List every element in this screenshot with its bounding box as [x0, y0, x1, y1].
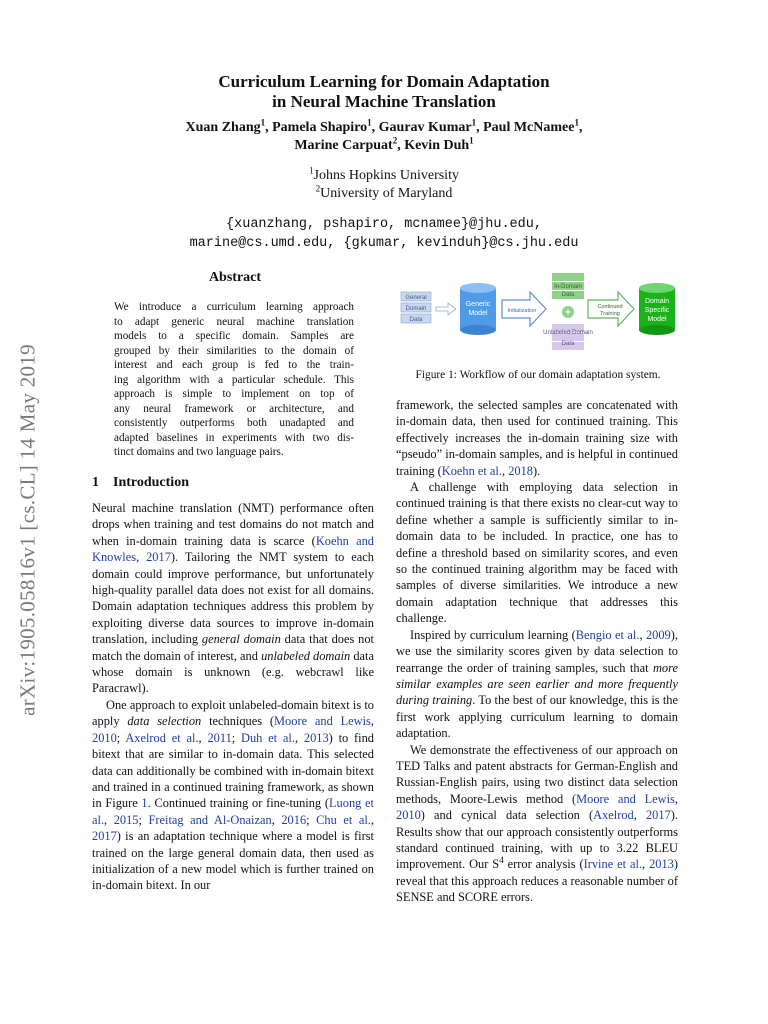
citation-link[interactable]: Axelrod — [593, 808, 634, 823]
svg-text:Initialization: Initialization — [507, 308, 537, 314]
citation-link[interactable]: Chu et al. — [316, 812, 371, 827]
citation-link[interactable]: 1 — [141, 796, 148, 811]
citation-link[interactable]: Koehn and Knowles — [92, 533, 374, 565]
left-column-body — [92, 500, 374, 894]
citation-link[interactable]: Axelrod et al. — [125, 730, 199, 745]
svg-text:Domain: Domain — [405, 306, 427, 312]
body-paragraph: Inspired by curriculum learning (Bengio et al., 2009), we use the similarity scores given by data selection to rearrange the order of training samples, such that more similar examples are seen earlier and more frequently during training. To the best of our knowledge, this is the first work applying curriculum learning to domain adaptation. — [396, 627, 678, 741]
domain-specific-model-cylinder — [639, 283, 675, 335]
continued-training-arrow — [588, 292, 634, 326]
arxiv-id: arXiv:1905.05816v1 [cs.CL] 14 May 2019 — [15, 344, 40, 716]
abstract-line: ing algorithm with a particular schedule. This — [114, 373, 354, 386]
abstract-line: tinct domains and two language pairs. — [114, 446, 284, 458]
body-paragraph: framework, the selected samples are concatenated with in-domain data, then used for continued training. This effectively increases the in-domain training size with “pseudo” in-domain samples, and is helpful in continued training (Koehn et al., 2018). — [396, 398, 678, 478]
citation-link[interactable]: 2015 — [113, 812, 139, 827]
svg-text:Generic: Generic — [465, 301, 491, 308]
abstract-line: to adapt generic neural machine translation — [114, 315, 354, 328]
figure-caption: Figure 1: Workflow of our domain adaptation system. — [415, 369, 661, 381]
svg-text:Data: Data — [409, 317, 423, 323]
svg-text:Training: Training — [600, 311, 620, 317]
body-paragraph: One approach to exploit unlabeled-domain bitext is to apply data selection techniques (Moore and Lewis, 2010; Axelrod et al., 2011; Duh et al., 2013) to find bitext that are similar to in-domain data. This selected data can additionally be combined with in-domain bitext and trained in a continued training framework, as shown in Figure 1. Continued training or fine-tuning (Luong et al., 2015; Freitag and Al-Onaizan, 2016; Chu et al., 2017) is an adaptation technique where a model is first trained on the large general domain data, then used as initialization of a new model which is further trained on in-domain bitext. In our — [92, 697, 374, 893]
arrow-icon — [436, 303, 456, 315]
svg-text:In-Domain: In-Domain — [554, 284, 582, 290]
citation-link[interactable]: 2018 — [508, 463, 533, 478]
abstract-line: grouped by their similarities to the domain of — [114, 344, 354, 357]
citation-link[interactable]: 2013 — [649, 857, 674, 872]
abstract-line: any neural framework or architecture, and — [114, 402, 354, 415]
citation-link[interactable]: Bengio et al. — [575, 627, 640, 642]
svg-text:+: + — [565, 307, 571, 319]
citation-link[interactable]: Freitag and Al-Onaizan — [148, 812, 272, 827]
citation-link[interactable]: Koehn et al. — [441, 463, 502, 478]
citation-link[interactable]: 2017 — [645, 808, 671, 823]
citation-link[interactable]: 2009 — [645, 627, 671, 642]
svg-text:Data: Data — [561, 341, 575, 347]
right-column-body — [396, 397, 678, 906]
citation-link[interactable]: Moore and Lewis — [576, 791, 675, 806]
citation-link[interactable]: 2016 — [281, 812, 307, 827]
abstract-line: consistently outperforms both unadapted and — [114, 417, 354, 429]
authors-line-2: Marine Carpuat$^2$, Kevin Duh$^1$ — [294, 135, 474, 153]
citation-link[interactable]: Irvine et al. — [583, 857, 643, 872]
citation-link[interactable]: Luong et al. — [92, 796, 374, 827]
abstract-heading: Abstract — [208, 270, 262, 285]
svg-text:General: General — [405, 295, 427, 301]
svg-text:Domain: Domain — [644, 298, 670, 305]
email-line-1: {xuanzhang, pshapiro, mcnamee}@jhu.edu, — [226, 217, 542, 232]
general-domain-data-box — [401, 292, 431, 323]
svg-text:Data: Data — [561, 292, 575, 298]
in-domain-data-box — [552, 273, 584, 299]
svg-text:Unlabeled-Domain: Unlabeled-Domain — [543, 330, 593, 336]
affiliation-2: $^2$University of Maryland — [315, 183, 453, 201]
citation-link[interactable]: 2017 — [146, 550, 171, 565]
arxiv-stamp — [8, 310, 48, 750]
abstract-line: approach is simple to implement on top of — [114, 388, 354, 400]
svg-text:Specific: Specific — [644, 307, 670, 314]
abstract-line: We introduce a curriculum learning approach — [114, 301, 354, 313]
body-paragraph: We demonstrate the effectiveness of our approach on TED Talks and patent abstracts for German-English and Russian-English pairs, using two distinct data selection methods, Moore-Lewis method (Moore and Lewis, 2010) and cynical data selection (Axelrod, 2017). Results show that our approach consistently outperforms standard continued training, with up to 3.22 BLEU improvement. Our $S^4$ error analysis (Irvine et al., 2013) reveal that this approach reduces a reasonable number of SENSE and SCORE errors. — [396, 742, 678, 905]
affiliation-1: $^1$Johns Hopkins University — [309, 165, 459, 183]
plus-icon — [562, 306, 574, 319]
citation-link[interactable]: 2013 — [303, 730, 329, 745]
citation-link[interactable]: Moore and Lewis — [274, 714, 371, 729]
body-paragraph: A challenge with employing data selection in continued training is that there exists no clear-cut way to define whether a sample is sufficiently similar to in-domain data to be included. In practice, one has to define a threshold based on similarity scores, and even so the continued training algorithm may be faced with samples of diverse similarities. We introduce a new domain adaptation technique that addresses this challenge. — [396, 480, 678, 626]
generic-model-cylinder — [460, 283, 496, 335]
abstract-line: models to a specific domain. Samples are — [114, 330, 354, 342]
abstract-line: adapted baselines in experiments with two dis- — [114, 431, 354, 444]
citation-link[interactable]: 2017 — [92, 829, 117, 844]
section-heading-introduction: 1 Introduction — [92, 475, 189, 490]
citation-link[interactable]: 2011 — [207, 730, 232, 745]
unlabeled-domain-data-box — [543, 324, 593, 350]
email-line-2: marine@cs.umd.edu, {gkumar, kevinduh}@cs.jhu.edu — [189, 236, 579, 251]
citation-link[interactable]: 2010 — [396, 808, 421, 823]
abstract-body — [114, 300, 354, 460]
svg-text:Model: Model — [468, 310, 488, 317]
abstract-line: interest and each group is fed to the train- — [114, 359, 354, 371]
svg-text:Model: Model — [647, 316, 667, 323]
initialization-arrow — [502, 292, 546, 326]
body-paragraph: Neural machine translation (NMT) performance often drops when training and test domains do not match and when in-domain training data is scarce (Koehn and Knowles, 2017). Tailoring the NMT system to each domain could improve performance, but unfortunately high-quality parallel data does not exist for all domains. Domain adaptation techniques address this problem by exploiting diverse data sources to improve in-domain translation, including general domain data that does not match the domain of interest, and unlabeled domain data whose domain is unknown (e.g. webcrawl like Paracrawl). — [92, 501, 375, 696]
authors-line-1: Xuan Zhang$^1$, Pamela Shapiro$^1$, Gaurav Kumar$^1$, Paul McNamee$^1$, — [185, 117, 583, 135]
svg-text:Continued: Continued — [597, 304, 623, 310]
paper-title-line-1: Curriculum Learning for Domain Adaptation — [218, 72, 550, 91]
citation-link[interactable]: Duh et al. — [241, 730, 295, 745]
paper-title-line-2: in Neural Machine Translation — [272, 92, 496, 111]
citation-link[interactable]: 2010 — [92, 730, 117, 745]
workflow-figure — [396, 270, 686, 360]
